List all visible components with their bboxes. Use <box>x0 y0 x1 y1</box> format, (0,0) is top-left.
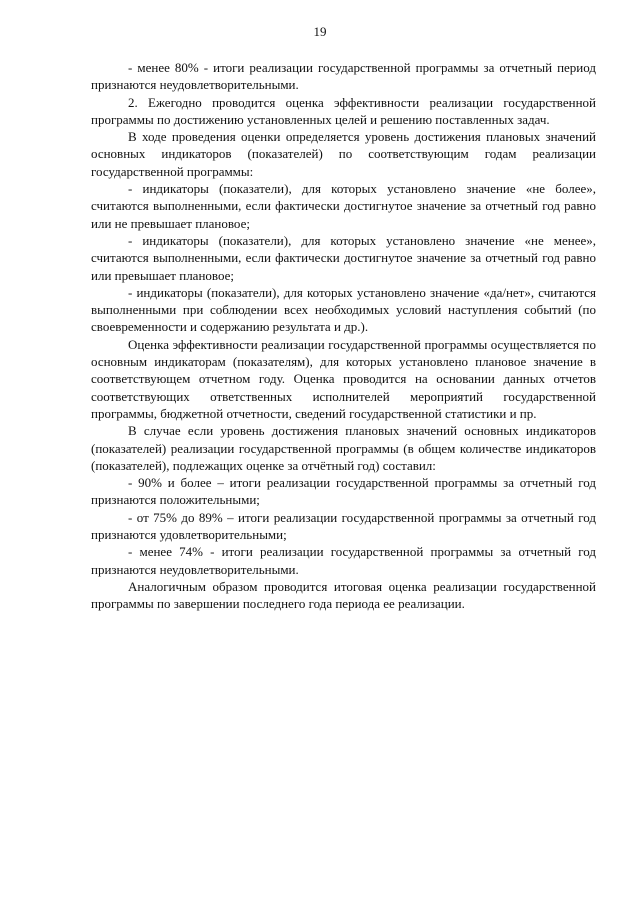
paragraph-assessment-process: В ходе проведения оценки определяется уровень достижения плановых значений основных индикаторов (показателей) по соответствующим годам реализации государственной программы: <box>91 129 596 179</box>
paragraph-achievement-level: В случае если уровень достижения плановых значений основных индикаторов (показателей) реализации государственной программы (в общем количестве индикаторов (показателей), подлежащих оценке за отчётный год) составил: <box>91 423 596 473</box>
paragraph-result-below-74: - менее 74% - итоги реализации государственной программы за отчетный год признаются неудовлетворительными. <box>91 544 596 577</box>
paragraph-result-75-to-89: - от 75% до 89% – итоги реализации государственной программы за отчетный год признаются удовлетворительными; <box>91 509 596 543</box>
paragraph-result-90-and-above: - 90% и более – итоги реализации государственной программы за отчетный год признаются положительными; <box>91 475 596 508</box>
paragraph-annual-assessment: 2. Ежегодно проводится оценка эффективности реализации государственной программы по достижению установленных целей и решению поставленных задач. <box>91 94 596 127</box>
paragraph-result-below-80: - менее 80% - итоги реализации государственной программы за отчетный период признаются неудовлетворительными. <box>91 60 596 93</box>
paragraph-indicator-not-more: - индикаторы (показатели), для которых установлено значение «не более», считаются выполненными, если фактически достигнутое значение за отчетный год равно или не превышает плановое; <box>91 181 596 231</box>
document-body <box>91 59 596 613</box>
paragraph-efficiency-evaluation: Оценка эффективности реализации государственной программы осуществляется по основным индикаторам (показателям), для которых установлено плановое значение в соответствующем отчетном году. Оценка проводится на основании данных отчетов соответствующих ответственных исполнителей мероприятий государственной программы, бюджетной отчетности, сведений государственной статистики и пр. <box>91 336 596 421</box>
paragraph-indicator-not-less: - индикаторы (показатели), для которых установлено значение «не менее», считаются выполненными, если фактически достигнутое значение за отчетный год равно или превышает плановое; <box>91 232 596 283</box>
paragraph-indicator-yes-no: - индикаторы (показатели), для которых установлено значение «да/нет», считаются выполненными при соблюдении всех необходимых условий наступления событий (по своевременности и содержанию результата и др.). <box>91 284 596 335</box>
page-number: 19 <box>313 24 327 39</box>
paragraph-final-assessment: Аналогичным образом проводится итоговая оценка реализации государственной программы по завершении последнего года периода ее реализации. <box>91 578 596 612</box>
